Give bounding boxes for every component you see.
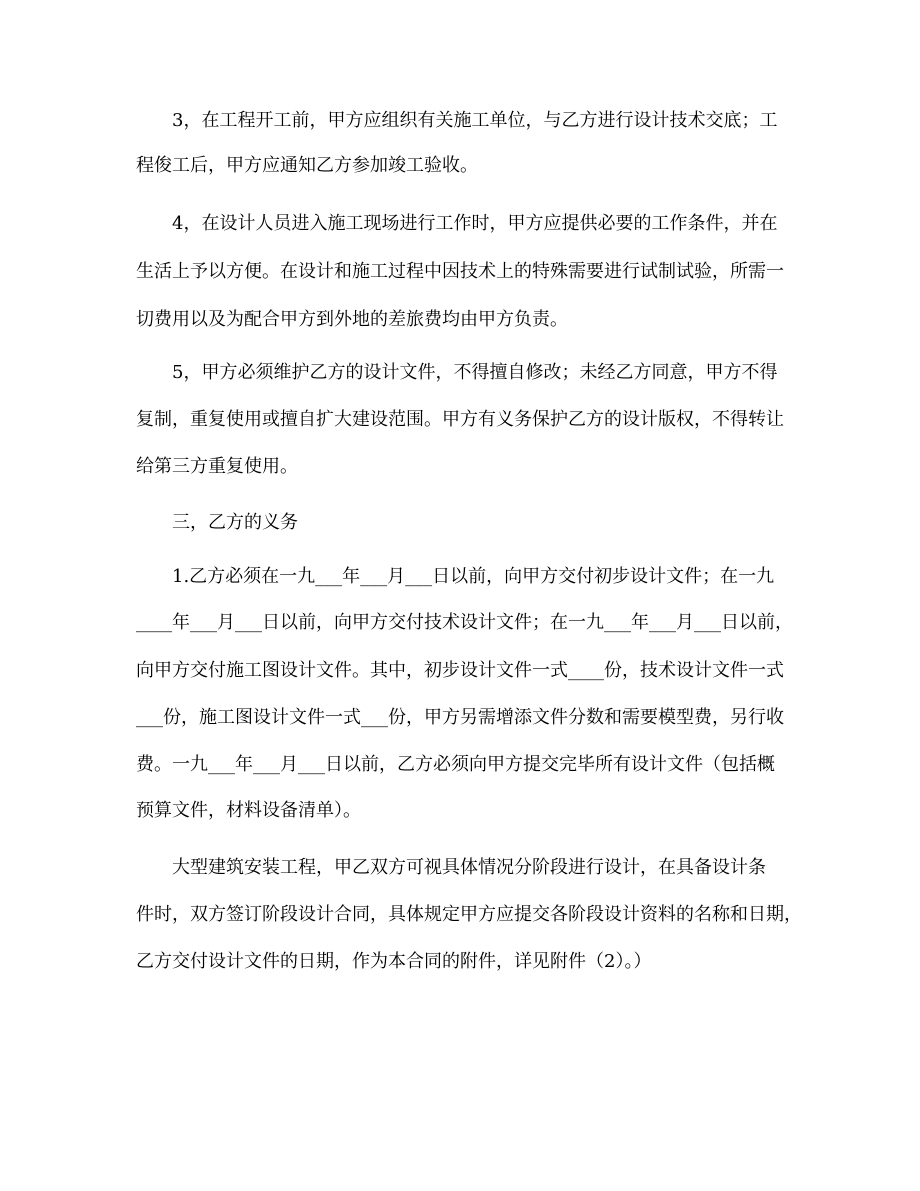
paragraph-line: 费。一九___年___月___日以前，乙方必须向甲方提交完毕所有设计文件（包括概 bbox=[136, 754, 775, 775]
paragraph-line: 大型建筑安装工程，甲乙双方可视具体情况分阶段进行设计，在具备设计条 bbox=[172, 857, 766, 878]
paragraph-line: 给第三方重复使用。 bbox=[136, 456, 298, 477]
section-heading-text: 三，乙方的义务 bbox=[172, 512, 298, 533]
paragraph-line: 乙方交付设计文件的日期，作为本合同的附件，详见附件（2）。） bbox=[136, 951, 652, 972]
paragraph-line: ___份，施工图设计文件一式___份，甲方另需增添文件分数和需要模型费，另行收 bbox=[136, 707, 784, 728]
paragraph-line: 预算文件，材料设备清单）。 bbox=[136, 800, 361, 821]
paragraph-line: 件时，双方签订阶段设计合同，具体规定甲方应提交各阶段设计资料的名称和日期， bbox=[136, 904, 802, 925]
paragraph-line: 3，在工程开工前，甲方应组织有关施工单位，与乙方进行设计技术交底；工 bbox=[172, 110, 778, 131]
paragraph-line: ____年___月___日以前，向甲方交付技术设计文件；在一九___年___月___日以前， bbox=[136, 612, 793, 633]
paragraph-line: 向甲方交付施工图设计文件。其中，初步设计文件一式____份，技术设计文件一式 bbox=[136, 660, 784, 681]
paragraph-line: 5，甲方必须维护乙方的设计文件，不得擅自修改；未经乙方同意，甲方不得 bbox=[172, 362, 778, 383]
paragraph-line: 程俊工后，甲方应通知乙方参加竣工验收。 bbox=[136, 155, 478, 176]
paragraph-line: 切费用以及为配合甲方到外地的差旅费均由甲方负责。 bbox=[136, 309, 568, 330]
paragraph-line: 生活上予以方便。在设计和施工过程中因技术上的特殊需要进行试制试验，所需一 bbox=[136, 261, 784, 282]
paragraph-line: 复制，重复使用或擅自扩大建设范围。甲方有义务保护乙方的设计版权，不得转让 bbox=[136, 409, 784, 430]
paragraph-line: 4，在设计人员进入施工现场进行工作时，甲方应提供必要的工作条件，并在 bbox=[172, 213, 778, 234]
paragraph-line: 1.乙方必须在一九___年___月___日以前，向甲方交付初步设计文件；在一九 bbox=[172, 566, 775, 587]
